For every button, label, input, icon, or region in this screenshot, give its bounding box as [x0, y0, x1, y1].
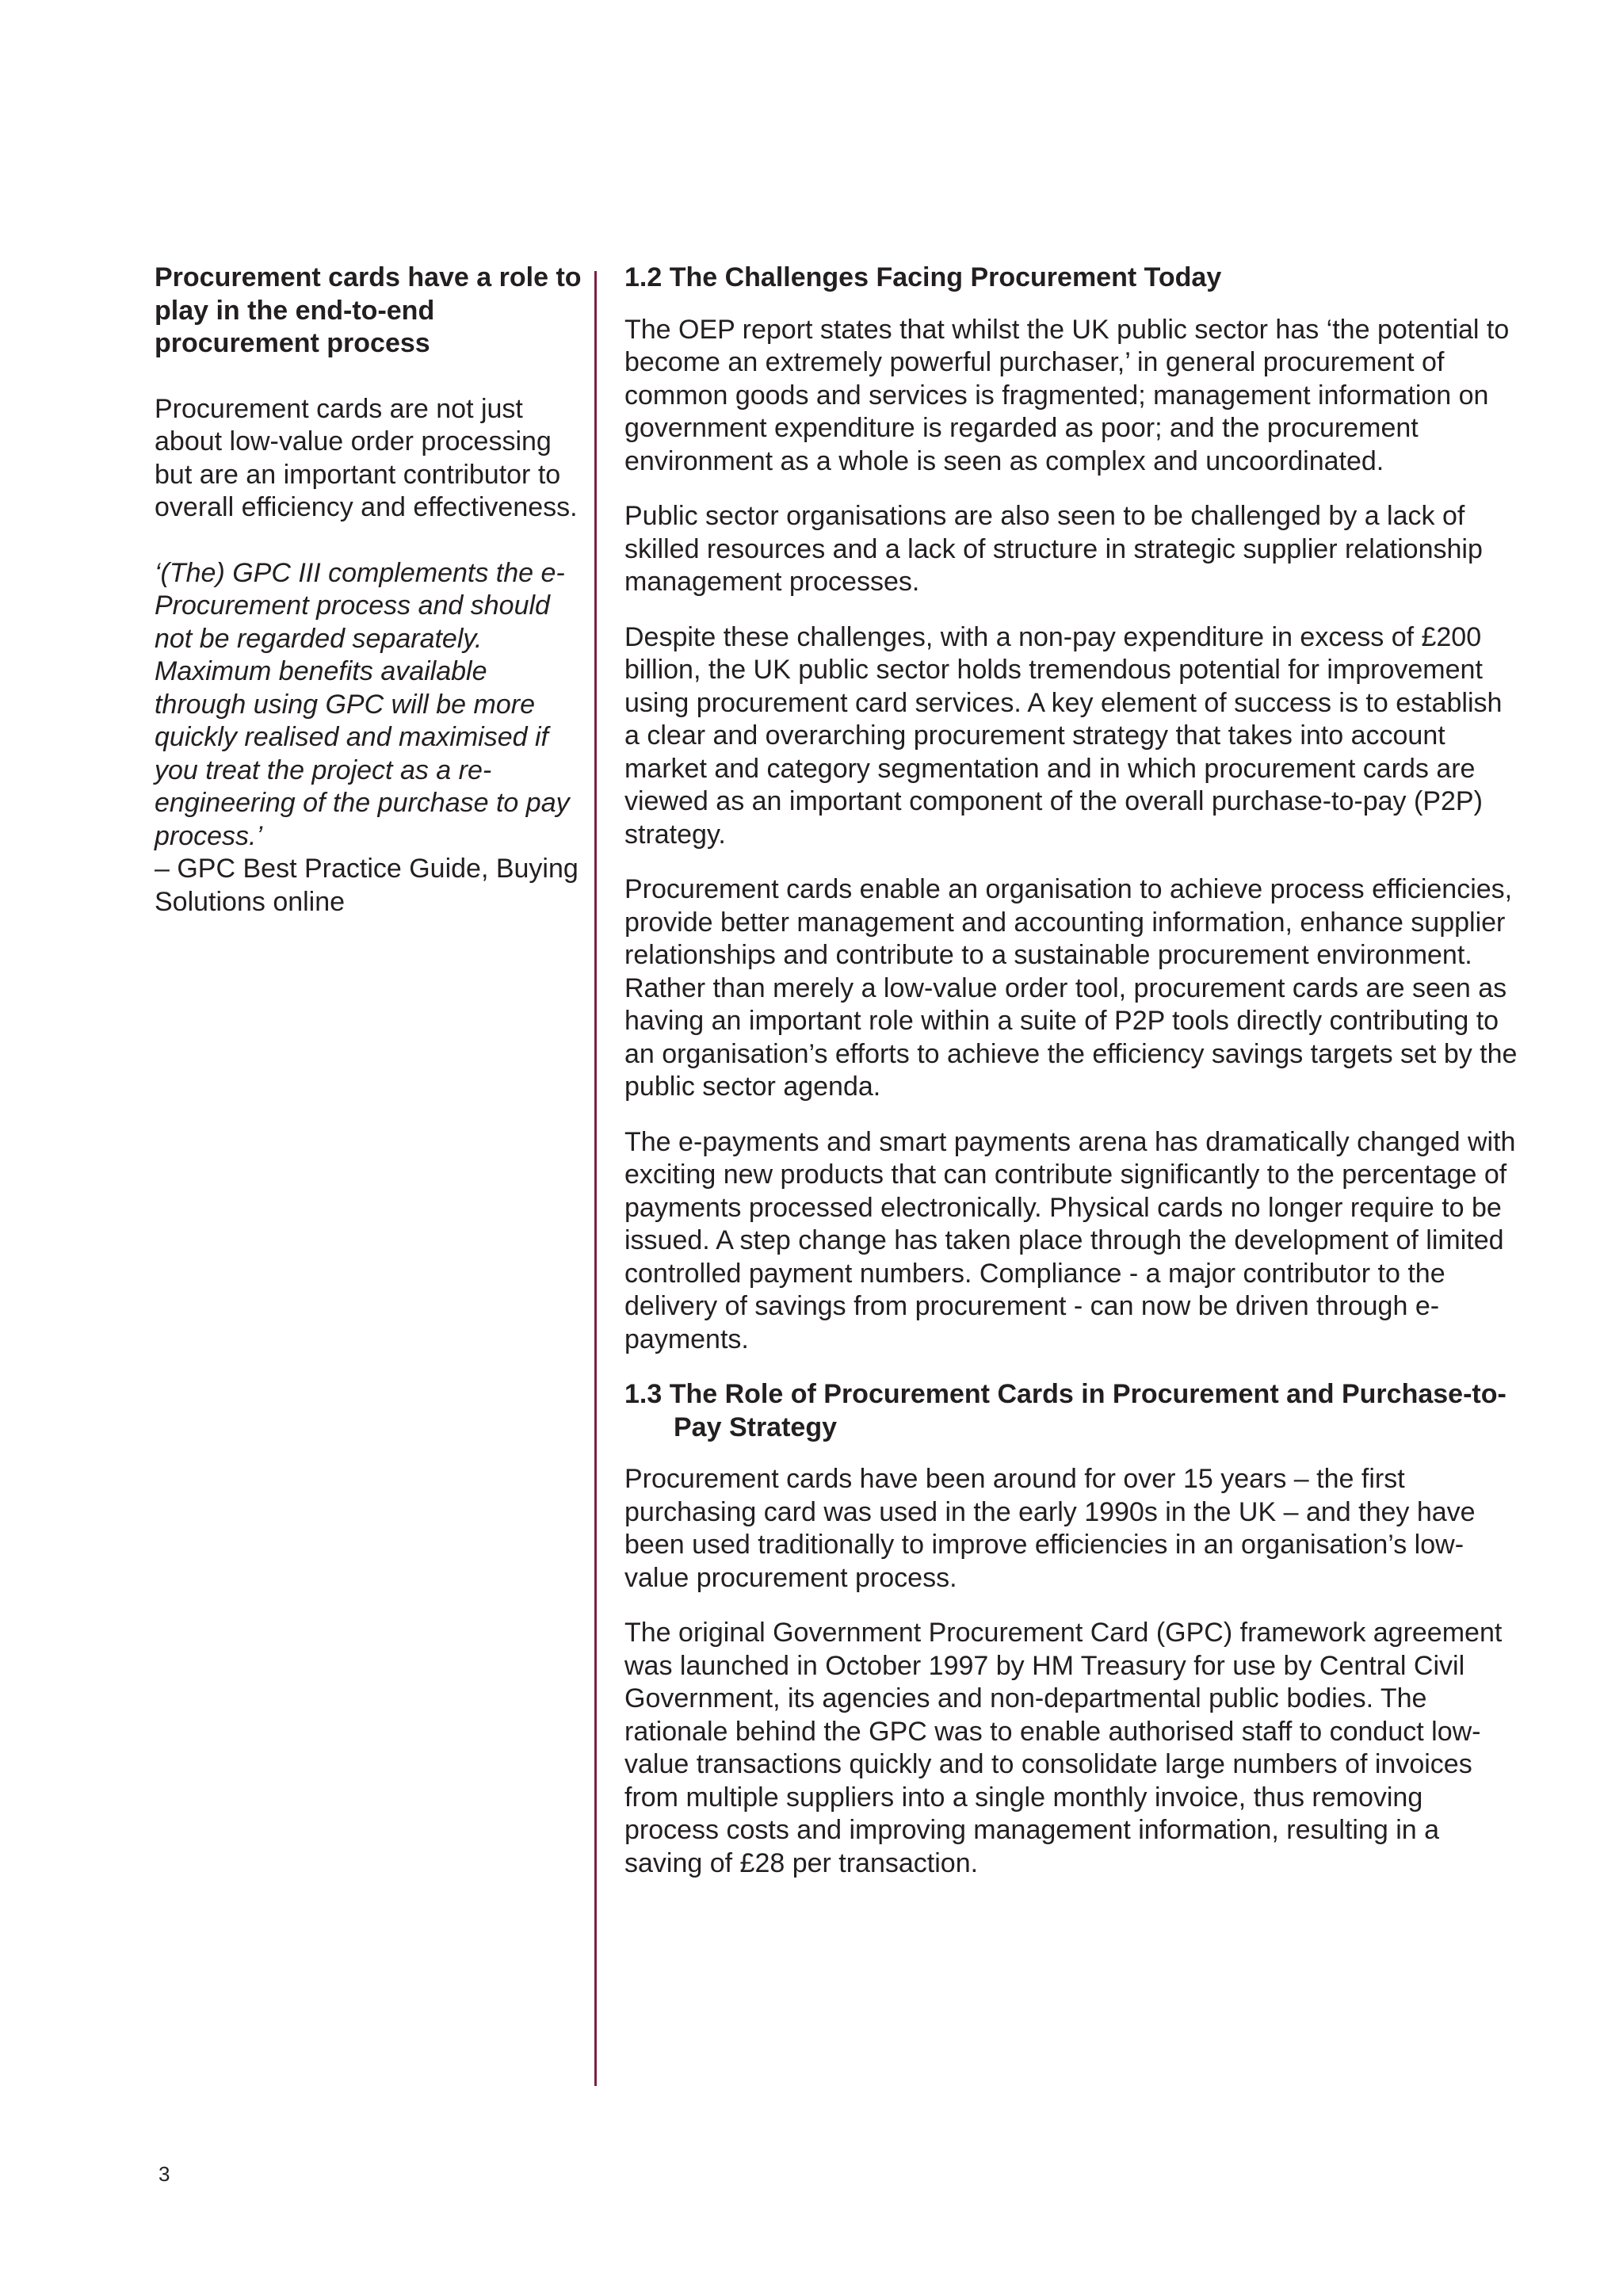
paragraph: Despite these challenges, with a non-pay expenditure in excess of £200 billion, the UK public sector holds tremendous potential for improvement using procurement card services. A key element of success is to establish a clear and overarching procurement strategy that takes into account market and category segmentation and in which procurement cards are viewed as an important component of the overall purchase-to-pay (P2P) strategy. — [624, 621, 1503, 850]
section-1-2 — [624, 262, 1520, 1356]
section-heading: 1.2 The Challenges Facing Procurement Today — [624, 262, 1222, 292]
quote-source: – GPC Best Practice Guide, Buying Solutions online — [155, 854, 579, 917]
main-content — [624, 262, 1520, 1902]
paragraph: The original Government Procurement Card (GPC) framework agreement was launched in October 1997 by HM Treasury for use by Central Civil Government, its agencies and non-departmental public bodies. The rationale behind the GPC was to enable authorised staff to conduct low-value transactions quickly and to consolidate large numbers of invoices from multiple suppliers into a single monthly invoice, thus removing process costs and improving management information, resulting in a saving of £28 per transaction. — [624, 1618, 1503, 1878]
sidebar-text: Procurement cards are not just about low-value order processing but are an important contributor to overall efficiency and effectiveness. — [155, 393, 578, 522]
paragraph: Procurement cards enable an organisation to achieve process efficiencies, provide better management and accounting information, enhance supplier relationships and contribute to a sustainable procurement environment. Rather than merely a low-value order tool, procurement cards are seen as having an important role within a suite of P2P tools directly contributing to an organisation’s efforts to achieve the efficiency savings targets set by the public sector agenda. — [624, 874, 1518, 1102]
section-heading: 1.3 The Role of Procurement Cards in Procurement and Purchase-to-Pay Strategy — [624, 1379, 1507, 1442]
sidebar-quote — [155, 557, 582, 919]
paragraph: Public sector organisations are also seen to be challenged by a lack of skilled resources and a lack of structure in strategic supplier relationship management processes. — [624, 501, 1483, 597]
sidebar-heading: Procurement cards have a role to play in the end-to-end procurement process — [155, 262, 582, 358]
paragraph: The OEP report states that whilst the UK public sector has ‘the potential to become an extremely powerful purchaser,’ in general procurement of common goods and services is fragmented; management information on government expenditure is regarded as poor; and the procurement environment as a whole is seen as complex and uncoordinated. — [624, 314, 1510, 476]
page-number: 3 — [158, 2162, 170, 2186]
quote-text: ‘(The) GPC III complements the e-Procurement process and should not be regarded separately. Maximum benefits available through using GPC will be more quickly realised and maximised if you treat the project as a re-engineering of the purchase to pay process.’ — [155, 557, 570, 851]
section-1-3 — [624, 1378, 1520, 1880]
paragraph: Procurement cards have been around for over 15 years – the first purchasing card was used in the early 1990s in the UK – and they have been used traditionally to improve efficiencies in an organisation’s low-value procurement process. — [624, 1464, 1476, 1593]
column-divider — [594, 271, 597, 2086]
paragraph: The e-payments and smart payments arena has dramatically changed with exciting new products that can contribute significantly to the percentage of payments processed electronically. Physical cards no longer require to be issued. A step change has taken place through the development of limited controlled payment numbers. Compliance - a major contributor to the delivery of savings from procurement - can now be driven through e-payments. — [624, 1126, 1516, 1354]
sidebar — [155, 262, 582, 919]
